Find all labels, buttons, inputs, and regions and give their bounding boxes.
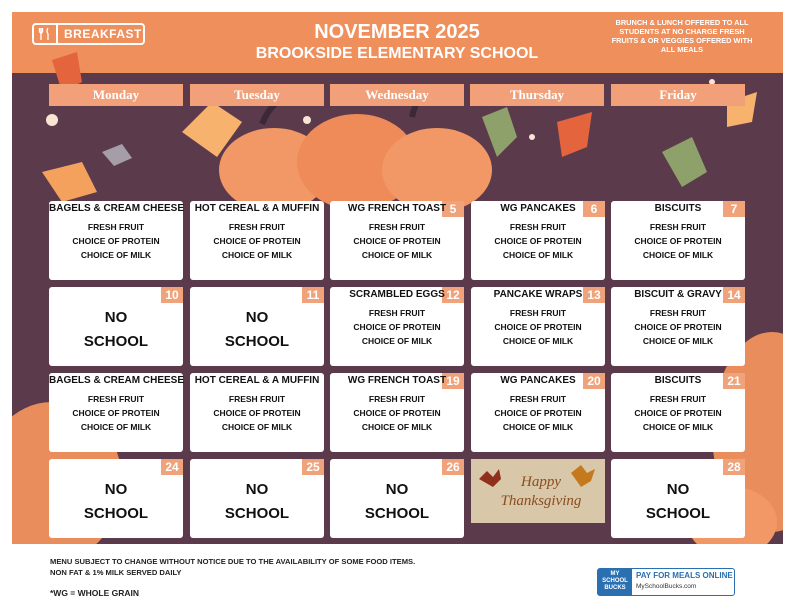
dish-name: PANCAKE WRAPS: [493, 289, 583, 300]
date-badge: 5: [442, 201, 464, 217]
dish-name: WG PANCAKES: [500, 375, 576, 386]
menu-cell-week3-mon: [49, 373, 183, 452]
myschoolbucks-logo: MY SCHOOL BUCKS: [598, 569, 632, 595]
menu-line: CHOICE OF PROTEIN: [353, 408, 441, 418]
date-badge: 13: [583, 287, 605, 303]
menu-cell-nov-12: [330, 287, 464, 366]
menu-line: CHOICE OF MILK: [502, 336, 574, 346]
date-badge: 12: [442, 287, 464, 303]
page-title: NOVEMBER 2025: [314, 21, 480, 43]
menu-disclaimer: MENU SUBJECT TO CHANGE WITHOUT NOTICE DUE TO THE AVAILABILITY OF SOME FOOD ITEMS.: [50, 557, 416, 566]
dish-name: BISCUIT & GRAVY: [634, 289, 722, 300]
menu-line: CHOICE OF PROTEIN: [494, 322, 582, 332]
menu-line: FRESH FRUIT: [368, 222, 426, 232]
menu-line: CHOICE OF PROTEIN: [494, 236, 582, 246]
menu-line: CHOICE OF MILK: [642, 422, 714, 432]
dish-name: HOT CEREAL & A MUFFIN: [194, 375, 320, 386]
no-school-label: NO SCHOOL: [645, 481, 711, 522]
date-badge: 25: [302, 459, 324, 475]
menu-line: CHOICE OF MILK: [221, 422, 293, 432]
menu-line: CHOICE OF MILK: [361, 336, 433, 346]
date-badge: 26: [442, 459, 464, 475]
menu-line: CHOICE OF PROTEIN: [634, 322, 722, 332]
menu-line: CHOICE OF MILK: [361, 250, 433, 260]
dish-name: BAGELS & CREAM CHEESE: [49, 203, 185, 214]
menu-cell-nov-14: [611, 287, 745, 366]
menu-line: FRESH FRUIT: [368, 394, 426, 404]
date-badge: 7: [723, 201, 745, 217]
menu-cell-nov-10: [49, 287, 183, 366]
menu-cell-week1-tue: [190, 201, 324, 280]
dish-name: WG FRENCH TOAST: [347, 203, 447, 214]
dish-name: BISCUITS: [654, 375, 702, 386]
menu-line: CHOICE OF PROTEIN: [213, 236, 301, 246]
menu-line: FRESH FRUIT: [509, 394, 567, 404]
menu-cell-week3-tue: [190, 373, 324, 452]
menu-line: FRESH FRUIT: [509, 308, 567, 318]
menu-line: CHOICE OF MILK: [80, 422, 152, 432]
day-header-friday: Friday: [611, 84, 745, 106]
school-name: BROOKSIDE ELEMENTARY SCHOOL: [255, 45, 539, 62]
menu-line: FRESH FRUIT: [228, 394, 286, 404]
thanksgiving-label: Happy Thanksgiving: [500, 474, 582, 509]
menu-cell-nov-7: [611, 201, 745, 280]
menu-cell-nov-21: [611, 373, 745, 452]
myschoolbucks-url[interactable]: MySchoolBucks.com: [636, 583, 697, 590]
menu-cell-week1-mon: [49, 201, 183, 280]
footer-notes: [50, 556, 415, 578]
no-school-label: NO SCHOOL: [224, 481, 290, 522]
wg-legend: *WG = WHOLE GRAIN: [50, 588, 140, 598]
day-header-thursday: Thursday: [470, 84, 604, 106]
no-school-label: NO SCHOOL: [83, 481, 149, 522]
date-badge: 10: [161, 287, 183, 303]
menu-cell-nov-6: [471, 201, 605, 280]
menu-line: CHOICE OF PROTEIN: [353, 322, 441, 332]
date-badge: 21: [723, 373, 745, 389]
menu-line: CHOICE OF MILK: [361, 422, 433, 432]
pay-online-label: PAY FOR MEALS ONLINE: [636, 571, 733, 580]
menu-line: CHOICE OF PROTEIN: [634, 236, 722, 246]
no-school-label: NO SCHOOL: [224, 309, 290, 350]
menu-line: FRESH FRUIT: [87, 394, 145, 404]
date-badge: 28: [723, 459, 745, 475]
date-badge: 19: [442, 373, 464, 389]
day-header-wednesday: Wednesday: [330, 84, 464, 106]
menu-line: CHOICE OF PROTEIN: [353, 236, 441, 246]
day-header-tuesday: Tuesday: [190, 84, 324, 106]
menu-line: FRESH FRUIT: [649, 308, 707, 318]
no-school-label: NO SCHOOL: [364, 481, 430, 522]
dish-name: WG FRENCH TOAST: [347, 375, 447, 386]
date-badge: 11: [302, 287, 324, 303]
menu-cell-nov-20: [471, 373, 605, 452]
menu-line: CHOICE OF PROTEIN: [494, 408, 582, 418]
date-badge: 24: [161, 459, 183, 475]
menu-cell-nov-26: [330, 459, 464, 538]
dish-name: WG PANCAKES: [500, 203, 576, 214]
menu-line: CHOICE OF MILK: [221, 250, 293, 260]
menu-line: CHOICE OF PROTEIN: [213, 408, 301, 418]
no-school-label: NO SCHOOL: [83, 309, 149, 350]
menu-cell-nov-25: [190, 459, 324, 538]
menu-line: FRESH FRUIT: [509, 222, 567, 232]
menu-line: FRESH FRUIT: [368, 308, 426, 318]
menu-cell-nov-11: [190, 287, 324, 366]
dish-name: HOT CEREAL & A MUFFIN: [194, 203, 320, 214]
menu-line: CHOICE OF MILK: [642, 336, 714, 346]
menu-cell-nov-13: [471, 287, 605, 366]
meal-note: BRUNCH & LUNCH OFFERED TO ALL STUDENTS AT NO CHARGE FRESH FRUITS & OR VEGGIES OFFERED WITH ALL MEALS: [611, 18, 753, 54]
date-badge: 20: [583, 373, 605, 389]
menu-line: CHOICE OF MILK: [80, 250, 152, 260]
menu-line: CHOICE OF MILK: [642, 250, 714, 260]
menu-line: FRESH FRUIT: [649, 394, 707, 404]
menu-cell-nov-19: [330, 373, 464, 452]
menu-line: CHOICE OF PROTEIN: [72, 236, 160, 246]
menu-line: CHOICE OF MILK: [502, 422, 574, 432]
date-badge: 14: [723, 287, 745, 303]
dish-name: BISCUITS: [654, 203, 702, 214]
menu-cell-nov-28: [611, 459, 745, 538]
myschoolbucks-banner[interactable]: [597, 568, 735, 596]
date-badge: 6: [583, 201, 605, 217]
menu-line: CHOICE OF PROTEIN: [72, 408, 160, 418]
menu-line: FRESH FRUIT: [649, 222, 707, 232]
dish-name: SCRAMBLED EGGS: [349, 289, 445, 300]
menu-line: FRESH FRUIT: [87, 222, 145, 232]
menu-cell-nov-24: [49, 459, 183, 538]
dish-name: BAGELS & CREAM CHEESE: [49, 375, 185, 386]
menu-line: FRESH FRUIT: [228, 222, 286, 232]
breakfast-label: BREAKFAST: [64, 27, 142, 41]
day-header-monday: Monday: [49, 84, 183, 106]
thanksgiving-image: [471, 459, 605, 523]
menu-cell-nov-5: [330, 201, 464, 280]
menu-line: CHOICE OF PROTEIN: [634, 408, 722, 418]
milk-note: NON FAT & 1% MILK SERVED DAILY: [50, 568, 182, 577]
menu-line: CHOICE OF MILK: [502, 250, 574, 260]
